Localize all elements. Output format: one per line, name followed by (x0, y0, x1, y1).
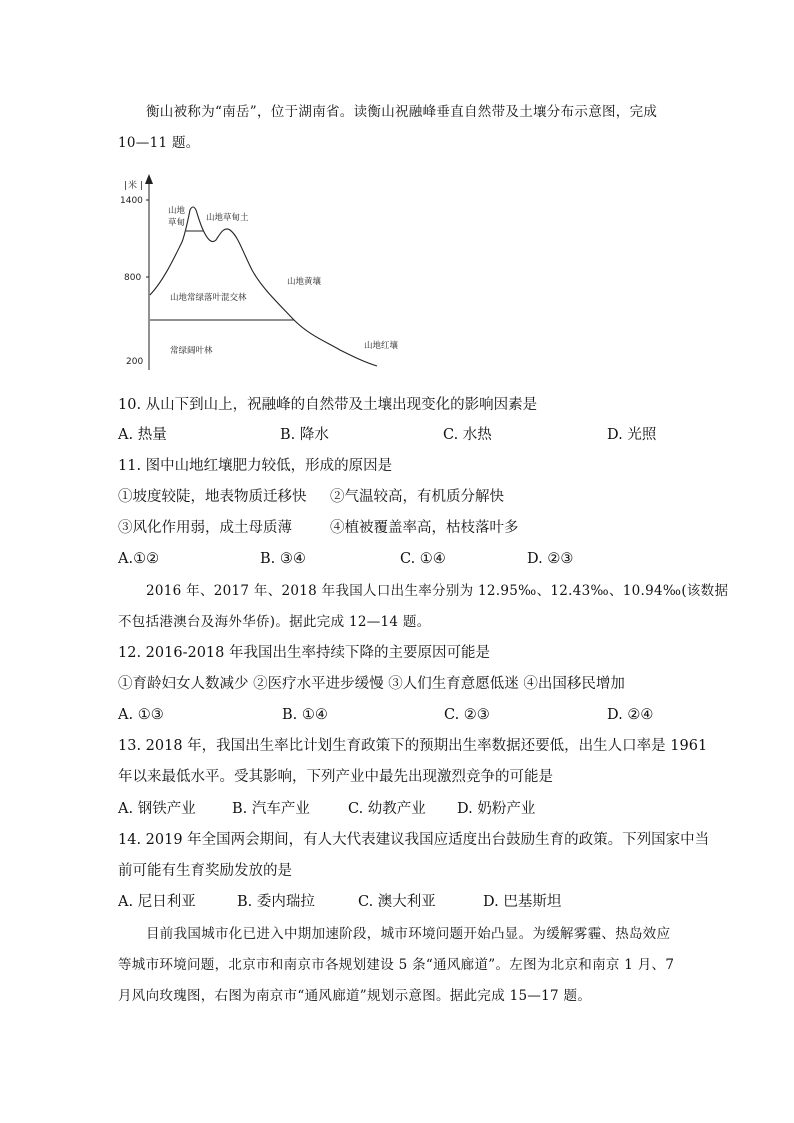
q10-option-d[interactable]: D. 光照 (607, 427, 657, 443)
intro-line: 2016 年、2017 年、2018 年我国人口出生率分别为 12.95‰、12.43‰、10.94‰(该数据 (146, 583, 729, 599)
question-11-stem: 11. 图中山地红壤肥力较低，形成的原因是 (118, 458, 393, 474)
label-mixed-forest: 山地常绿落叶混交林 (170, 293, 247, 303)
q11-item-1: ①坡度较陡，地表物质迁移快 (118, 489, 307, 505)
label-red-soil: 山地红壤 (364, 341, 399, 351)
label-meadow-soil: 山地草甸土 (206, 213, 249, 223)
intro-line: 10—11 题。 (118, 135, 200, 151)
q11-item-2: ②气温较高，有机质分解快 (330, 489, 504, 505)
q14-option-c[interactable]: C. 澳大利亚 (358, 894, 436, 910)
question-13-stem: 13. 2018 年，我国出生率比计划生育政策下的预期出生率数据还要低，出生人口率是 1961 (118, 738, 708, 754)
q13-option-a[interactable]: A. 钢铁产业 (118, 801, 196, 817)
label-yellow-soil: 山地黄壤 (287, 277, 322, 287)
q12-option-d[interactable]: D. ②④ (607, 707, 654, 723)
y-axis-arrow (145, 174, 153, 184)
intro-line: 不包括港澳台及海外华侨)。据此完成 12—14 题。 (118, 614, 431, 630)
question-12-stem: 12. 2016-2018 年我国出生率持续下降的主要原因可能是 (118, 645, 490, 661)
q13-option-d[interactable]: D. 奶粉产业 (457, 801, 536, 817)
tick-200: 200 (126, 357, 144, 367)
q12-option-b[interactable]: B. ①④ (282, 707, 328, 723)
question-10-stem: 10. 从山下到山上，祝融峰的自然带及土壤出现变化的影响因素是 (118, 397, 538, 413)
q14-option-a[interactable]: A. 尼日利亚 (118, 894, 196, 910)
question-13-stem: 年以来最低水平。受其影响，下列产业中最先出现激烈竞争的可能是 (118, 769, 553, 785)
y-unit-open: | (124, 181, 128, 191)
label-evergreen: 常绿阔叶林 (170, 346, 213, 356)
q12-option-c[interactable]: C. ②③ (444, 707, 490, 723)
tick-1400: 1400 (120, 196, 143, 206)
q10-option-a[interactable]: A. 热量 (118, 427, 167, 443)
y-unit: 米 (128, 181, 138, 191)
q12-items: ①育龄妇女人数减少 ②医疗水平进步缓慢 ③人们生育意愿低迷 ④出国移民增加 (118, 676, 625, 692)
intro-line: 等城市环境问题，北京市和南京市各规划建设 5 条“通风廊道”。左图为北京和南京 1 月、7 (118, 957, 675, 973)
question-14-stem: 14. 2019 年全国两会期间，有人大代表建议我国应适度出台鼓励生育的政策。下列国家中当 (118, 832, 710, 848)
intro-line: 衡山被称为“南岳”，位于湖南省。读衡山祝融峰垂直自然带及土壤分布示意图，完成 (146, 104, 658, 120)
q10-option-b[interactable]: B. 降水 (280, 427, 329, 443)
label-meadow: 山地 (168, 206, 186, 216)
q14-option-d[interactable]: D. 巴基斯坦 (483, 894, 562, 910)
q11-option-c[interactable]: C. ①④ (400, 551, 446, 567)
intro-line: 目前我国城市化已进入中期加速阶段，城市环境问题开始凸显。为缓解雾霾、热岛效应 (146, 926, 671, 942)
q11-item-4: ④植被覆盖率高，枯枝落叶多 (330, 520, 519, 536)
label-meadow: 草甸 (168, 218, 186, 228)
q11-option-b[interactable]: B. ③④ (260, 551, 306, 567)
tick-800: 800 (124, 273, 142, 283)
q11-option-a[interactable]: A.①② (118, 551, 160, 567)
vertical-zonation-diagram (112, 170, 402, 375)
y-unit-close: | (140, 181, 144, 191)
q10-option-c[interactable]: C. 水热 (443, 427, 492, 443)
q11-option-d[interactable]: D. ②③ (527, 551, 574, 567)
q13-option-c[interactable]: C. 幼教产业 (348, 801, 426, 817)
mountain-profile (150, 207, 377, 366)
question-14-stem: 前可能有生育奖励发放的是 (118, 863, 292, 879)
intro-line: 月风向玫瑰图，右图为南京市“通风廊道”规划示意图。据此完成 15—17 题。 (118, 988, 592, 1004)
q12-option-a[interactable]: A. ①③ (118, 707, 164, 723)
q11-item-3: ③风化作用弱，成土母质薄 (118, 520, 292, 536)
q13-option-b[interactable]: B. 汽车产业 (232, 801, 310, 817)
q14-option-b[interactable]: B. 委内瑞拉 (237, 894, 315, 910)
